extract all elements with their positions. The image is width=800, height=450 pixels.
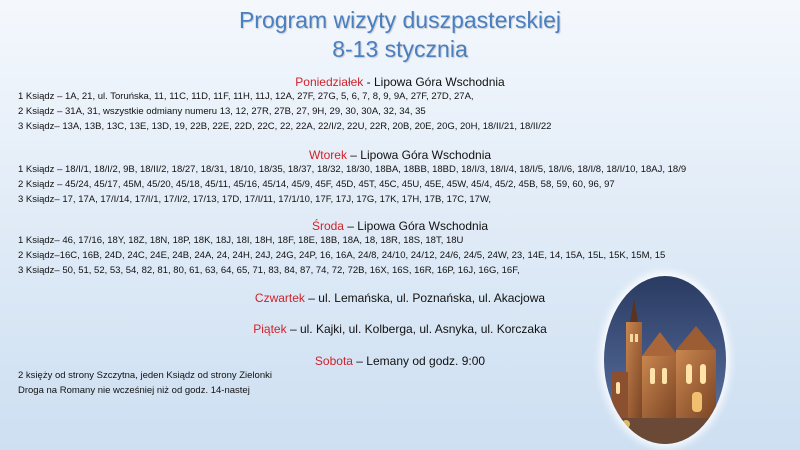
day-location: – ul. Lemańska, ul. Poznańska, ul. Akacjowa [304,291,546,305]
day-name: Poniedziałek [295,75,364,89]
day-name: Sobota [314,354,353,368]
day-location: – ul. Kajki, ul. Kolberga, ul. Asnyka, ul. Korczaka [286,322,547,336]
day-heading-tuesday [0,148,800,162]
priest-route-line: 2 Ksiądz–16C, 16B, 24D, 24C, 24E, 24B, 24A, 24, 24H, 24J, 24G, 24P, 16, 16A, 24/8, 24/10, 24/12, 24/6, 24/5, 24W, 23, 14E, 14, 15A, 15L, 15K, 15M, 15 [18,250,666,261]
priest-route-line: 1 Ksiądz– 46, 17/16, 18Y, 18Z, 18N, 18P, 18K, 18J, 18I, 18H, 18F, 18E, 18B, 18A, 18, 18R, 18S, 18T, 18U [18,235,464,246]
saturday-note-line: Droga na Romany nie wcześniej niż od godz. 14-nastej [18,385,250,396]
church-photo [604,276,726,444]
day-name: Wtorek [308,148,347,162]
day-name: Piątek [253,322,287,336]
day-heading-wednesday [0,219,800,233]
day-location: – Lipowa Góra Wschodnia [343,219,489,233]
page-subtitle-dates: 8-13 stycznia [332,36,468,62]
day-location: - Lipowa Góra Wschodnia [363,75,505,89]
priest-route-line: 1 Ksiądz – 18/I/1, 18/I/2, 9B, 18/II/2, 18/27, 18/31, 18/10, 18/35, 18/37, 18/32, 18/30, 18BA, 18BB, 18BD, 18/I/3, 18/I/4, 18/I/5, 18/I/6, 18/I/8, 18/I/10, 18AJ, 18/9 [18,164,687,175]
priest-route-line: 3 Ksiądz– 13A, 13B, 13C, 13E, 13D, 19, 22B, 22E, 22D, 22C, 22, 22A, 22/I/2, 22U, 22R, 20B, 20E, 20G, 20H, 18/II/21, 18/II/22 [18,121,552,132]
saturday-note-line: 2 księży od strony Szczytna, jeden Ksiądz od strony Zielonki [18,370,272,381]
day-name: Środa [311,219,344,233]
priest-route-line: 3 Ksiądz– 17, 17A, 17/I/14, 17/I/1, 17/I/2, 17/13, 17D, 17/I/11, 17/1/10, 17F, 17J, 17G, 17K, 17H, 17B, 17C, 17W, [18,194,492,205]
priest-route-line: 1 Ksiądz – 1A, 21, ul. Toruńska, 11, 11C, 11D, 11F, 11H, 11J, 12A, 27F, 27G, 5, 6, 7, 8, 9, 9A, 27F, 27D, 27A, [18,91,474,102]
day-location: – Lemany od godz. 9:00 [352,354,486,368]
priest-route-line: 3 Ksiądz– 50, 51, 52, 53, 54, 82, 81, 80, 61, 63, 64, 65, 71, 83, 84, 87, 74, 72, 72B, 16X, 16S, 16R, 16P, 16J, 16G, 16F, [18,265,520,276]
priest-route-line: 2 Ksiądz – 31A, 31, wszystkie odmiany numeru 13, 12, 27R, 27B, 27, 9H, 29, 30, 30A, 32, 34, 35 [18,106,426,117]
day-name: Czwartek [254,291,305,305]
page-title: Program wizyty duszpasterskiej [238,7,562,33]
day-location: – Lipowa Góra Wschodnia [346,148,492,162]
priest-route-line: 2 Ksiądz – 45/24, 45/17, 45M, 45/20, 45/18, 45/11, 45/16, 45/14, 45/9, 45F, 45D, 45T, 45C, 45U, 45E, 45W, 45/4, 45/2, 45B, 58, 59, 60, 96, 97 [18,179,615,190]
day-heading-monday [0,75,800,89]
